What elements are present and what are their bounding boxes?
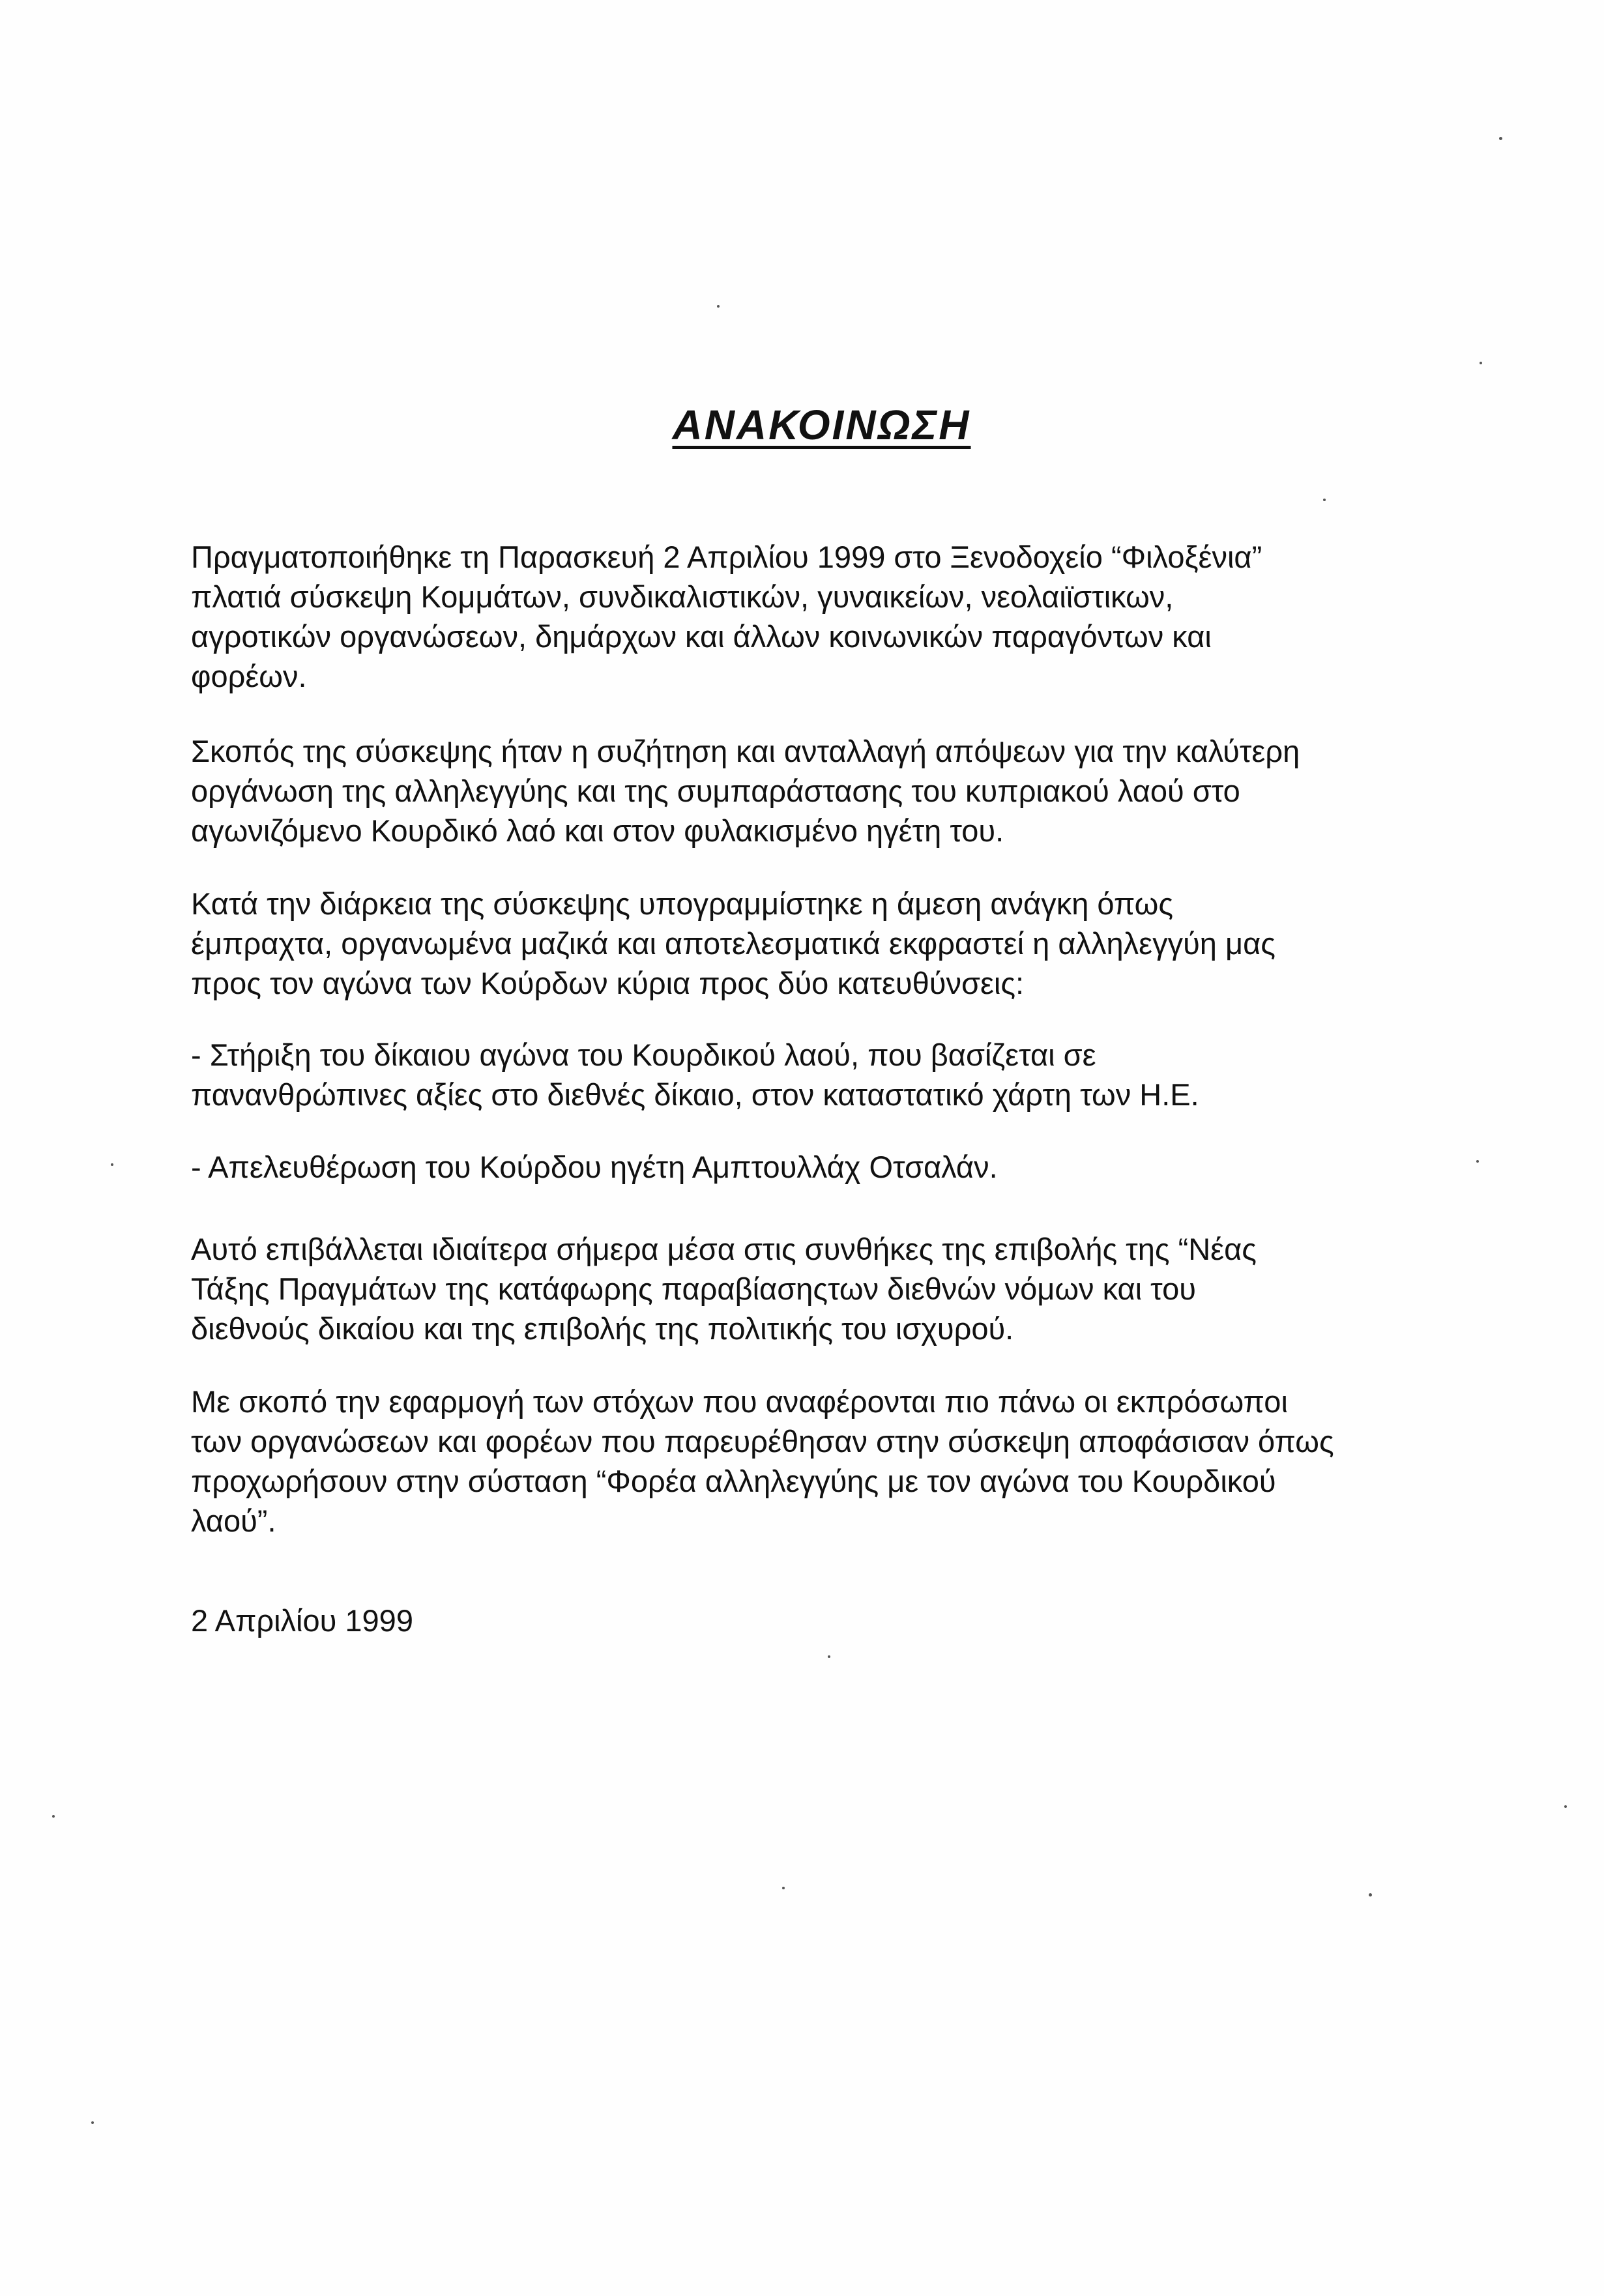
- text-line: των οργανώσεων και φορέων που παρευρέθησαν στην σύσκεψη αποφάσισαν όπως: [191, 1424, 1334, 1459]
- paragraph-directions: [191, 884, 1429, 1003]
- text-line: προχωρήσουν στην σύσταση “Φορέα αλληλεγγύης με τον αγώνα του Κουρδικού: [191, 1464, 1276, 1498]
- scan-speck: [52, 1815, 55, 1818]
- text-line: Σκοπός της σύσκεψης ήταν η συζήτηση και ανταλλαγή απόψεων για την καλύτερη: [191, 734, 1300, 768]
- scan-speck: [111, 1163, 113, 1166]
- text-line: έμπραχτα, οργανωμένα μαζικά και αποτελεσματικά εκφραστεί η αλληλεγγύη μας: [191, 926, 1276, 961]
- text-line: φορέων.: [191, 659, 307, 693]
- text-line: - Απελευθέρωση του Κούρδου ηγέτη Αμπτουλλάχ Οτσαλάν.: [191, 1150, 998, 1184]
- text-line: Τάξης Πραγμάτων της κατάφωρης παραβίασηςτων διεθνών νόμων και του: [191, 1272, 1196, 1306]
- paragraph-decision: [191, 1382, 1429, 1541]
- paragraph-bullet-support: [191, 1035, 1429, 1114]
- scan-speck: [1499, 137, 1502, 140]
- text-line: αγωνιζόμενο Κουρδικό λαό και στον φυλακισμένο ηγέτη του.: [191, 813, 1004, 848]
- scan-speck: [1564, 1805, 1567, 1808]
- text-line: αγροτικών οργανώσεων, δημάρχων και άλλων κοινωνικών παραγόντων και: [191, 619, 1212, 654]
- paragraph-purpose: [191, 731, 1429, 850]
- text-line: πλατιά σύσκεψη Κομμάτων, συνδικαλιστικών, γυναικείων, νεολαιϊστικων,: [191, 579, 1174, 614]
- scan-speck: [91, 2121, 94, 2124]
- text-line: προς τον αγώνα των Κούρδων κύρια προς δύο κατευθύνσεις:: [191, 966, 1025, 1000]
- text-line: οργάνωση της αλληλεγγύης και της συμπαράστασης του κυπριακού λαού στο: [191, 774, 1240, 808]
- text-line: πανανθρώπινες αξίες στο διεθνές δίκαιο, στον καταστατικό χάρτη των Η.Ε.: [191, 1077, 1199, 1112]
- scan-speck: [782, 1887, 785, 1889]
- scan-speck: [1369, 1893, 1372, 1896]
- paragraph-context: [191, 1229, 1429, 1348]
- scan-speck: [1476, 1160, 1479, 1163]
- scan-speck: [1480, 362, 1482, 364]
- document-date: 2 Απριλίου 1999: [191, 1603, 413, 1638]
- text-line: Με σκοπό την εφαρμογή των στόχων που αναφέρονται πιο πάνω οι εκπρόσωποι: [191, 1384, 1288, 1419]
- paragraph-bullet-release: [191, 1147, 1429, 1187]
- scan-speck: [828, 1655, 830, 1658]
- text-line: Πραγματοποιήθηκε τη Παρασκευή 2 Απριλίου 1999 στο Ξενοδοχείο “Φιλοξένια”: [191, 540, 1262, 574]
- paragraph-meeting: [191, 537, 1429, 696]
- scan-speck: [717, 305, 720, 308]
- text-line: διεθνούς δικαίου και της επιβολής της πολιτικής του ισχυρού.: [191, 1311, 1014, 1346]
- scan-speck: [1323, 499, 1326, 501]
- text-line: λαού”.: [191, 1504, 276, 1538]
- text-line: Αυτό επιβάλλεται ιδιαίτερα σήμερα μέσα στις συνθήκες της επιβολής της “Νέας: [191, 1232, 1257, 1266]
- document-title: ΑΝΑΚΟΙΝΩΣΗ: [672, 401, 971, 448]
- text-line: Κατά την διάρκεια της σύσκεψης υπογραμμίστηκε η άμεση ανάγκη όπως: [191, 886, 1173, 921]
- text-line: - Στήριξη του δίκαιου αγώνα του Κουρδικού λαού, που βασίζεται σε: [191, 1038, 1096, 1072]
